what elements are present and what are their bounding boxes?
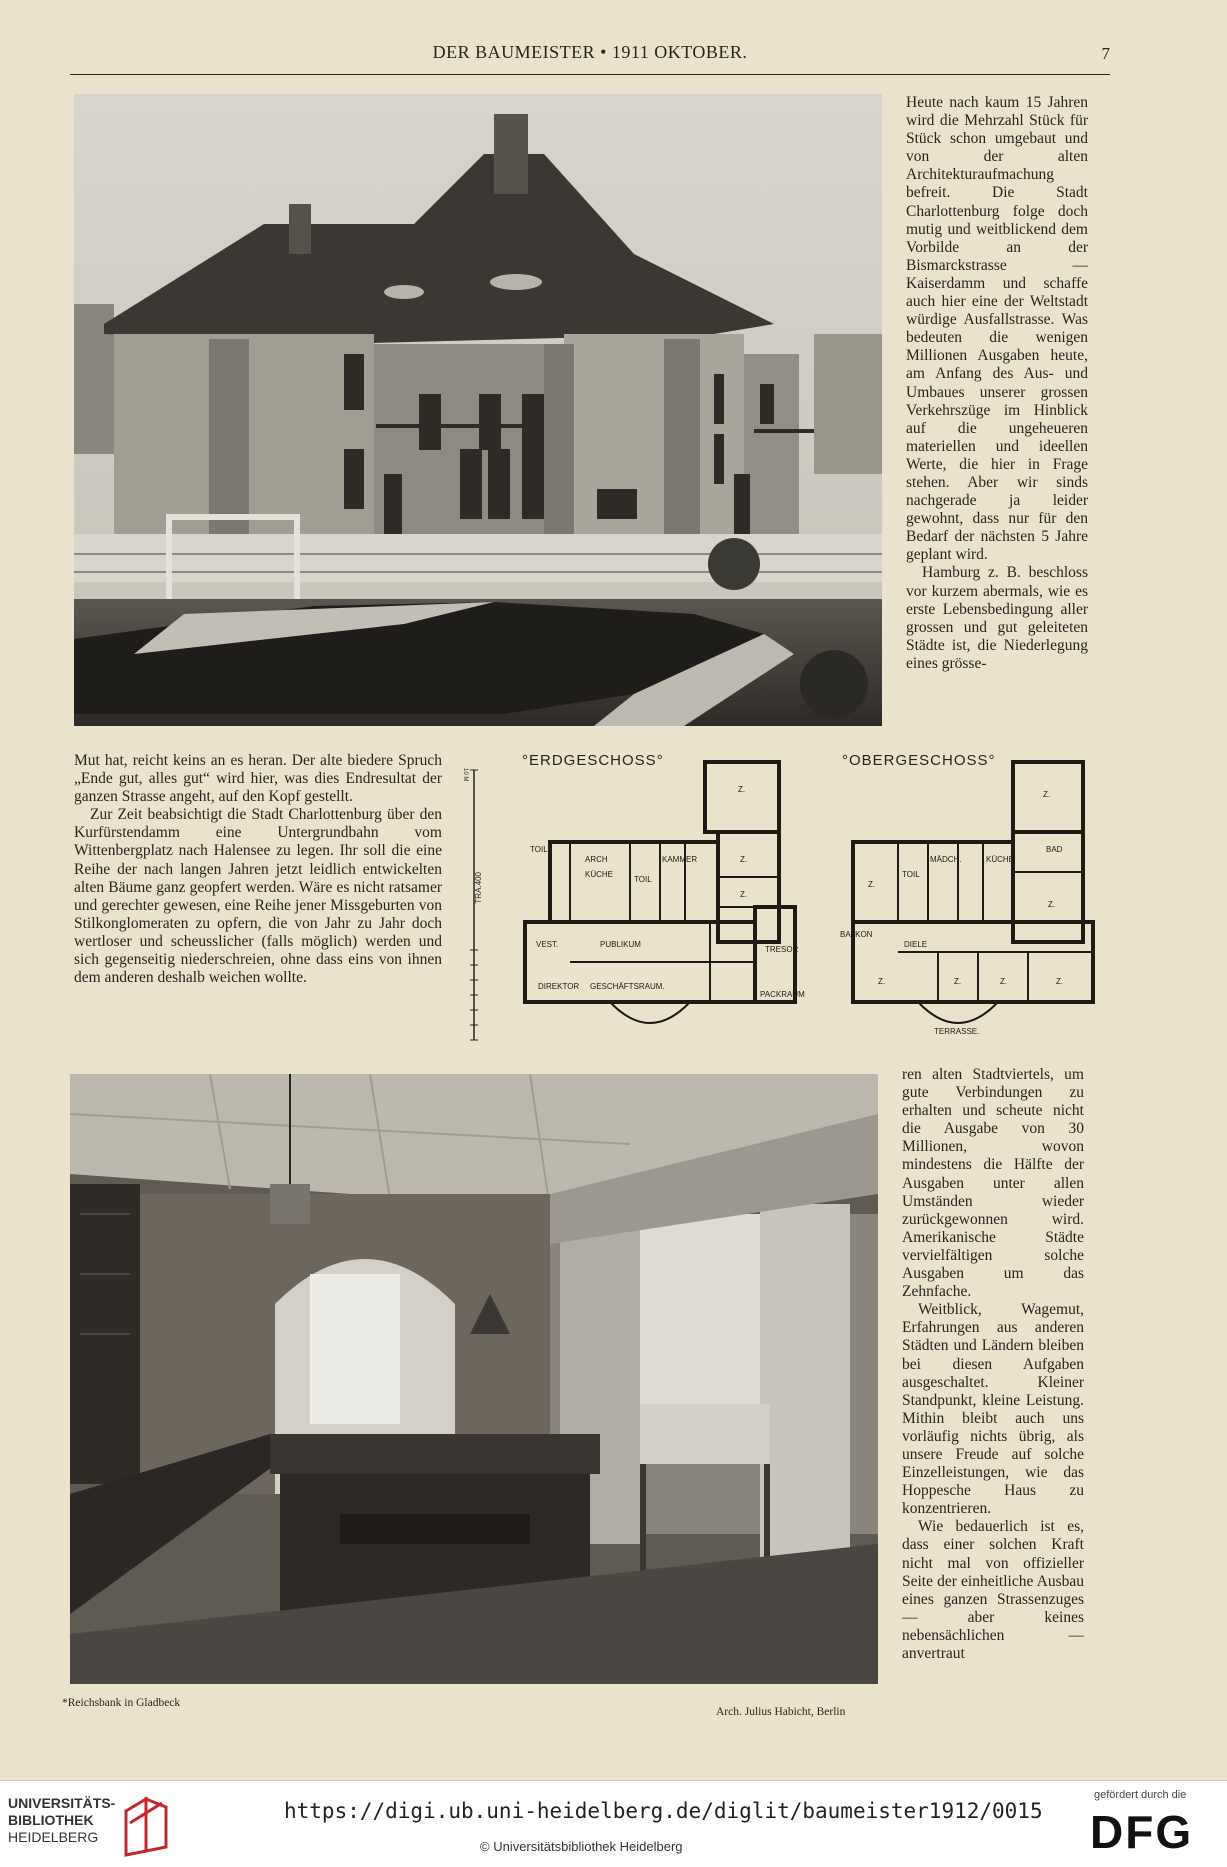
plan-room-label: PUBLIKUM — [600, 940, 641, 949]
plan-room-label: KÜCHE — [585, 870, 614, 879]
text-column-bottom-right — [902, 1066, 1084, 1663]
library-name — [8, 1795, 115, 1846]
plan-room-label: ARCH — [585, 855, 608, 864]
funding-note: gefördert durch die — [1094, 1789, 1187, 1801]
plan-room-label: DIELE — [904, 940, 928, 949]
plan-room-label: DIREKTOR — [538, 982, 580, 991]
plan-room-label: TRESOR — [765, 945, 799, 954]
paragraph: Zur Zeit beabsichtigt die Stadt Charlottenburg über den Kurfürstendamm eine Untergrundbahn vom Wittenbergplatz nach Halensee zu legen. Ihr soll die eine Reihe der nach langen Jahren jetzt leidlich entwickelten alten Bäume ganz geopfert werden. Wäre es nicht ratsamer und gerechter gewesen, eine Reihe jener Missgeburten von Stilkonglomeraten zu opfern, die von Jahr zu Jahr doch wertloser und scheusslicher (falls möglich) werden und sich gegenseitig niederschreien, ohne dass eins von ihnen dem anderen deshalb weichen wollte. — [74, 806, 442, 987]
plan-room-label: Z. — [1000, 977, 1008, 986]
plan-room-label: VEST. — [536, 940, 559, 949]
page-number: 7 — [1101, 44, 1110, 63]
plan-room-label: BALKON — [840, 930, 873, 939]
plan-room-label: GESCHÄFTSRAUM. — [590, 982, 665, 991]
scale-bar — [464, 760, 484, 1046]
plan-room-label: Z. — [740, 855, 748, 864]
ground-floor-title: °ERDGESCHOSS° — [522, 752, 664, 769]
plan-room-label: Z. — [740, 890, 748, 899]
ground-floor-drawing — [510, 752, 806, 1042]
plan-room-label: TOIL — [530, 845, 548, 854]
plan-room-label: TOIL — [902, 870, 920, 879]
building-exterior-illustration — [74, 94, 882, 726]
paragraph: Hamburg z. B. beschloss vor kurzem abermals, wie es erste Lebensbedingung aller grossen und gut geleiteten Städte ist, die Niederlegung eines grösse- — [906, 564, 1088, 672]
plan-room-label: Z. — [868, 880, 876, 889]
plan-room-label: Z. — [738, 785, 746, 794]
dfg-logo: DFG — [1090, 1806, 1194, 1858]
copyright-notice: © Universitätsbibliothek Heidelberg — [480, 1839, 683, 1854]
paragraph: ren alten Stadtviertels, um gute Verbindungen zu erhalten und scheute nicht die Ausgabe von 30 Millionen, wovon mindestens die Hälfte der Ausgaben unter allen Umständen wieder zurückgewonnen wird. Amerikanische Städte vervielfältigen solche Ausgaben um das Zehnfache. — [902, 1066, 1084, 1301]
building-exterior-photo — [74, 94, 882, 726]
upper-floor-plan — [838, 752, 1106, 1042]
text-column-middle-left — [74, 752, 442, 987]
text-column-top-right — [906, 94, 1088, 673]
plan-room-label: Z. — [1056, 977, 1064, 986]
digitization-footer — [0, 1780, 1227, 1867]
paragraph: Weitblick, Wagemut, Erfahrungen aus anderen Städten und Ländern bleiben bei diesen Aufgaben ausgeschaltet. Kleiner Standpunkt, kleine Leistung. Mithin bleibt auch uns vorläufig nichts übrig, als unsere Freude auf solche Einzelleistungen, wie das Hoppesche Haus zu konzentrieren. — [902, 1301, 1084, 1518]
architect-credit: Arch. Julius Habicht, Berlin — [716, 1706, 846, 1718]
plan-room-label: Z. — [1043, 790, 1051, 799]
plan-room-label: PACKRAUM — [760, 990, 805, 999]
scale-unit-label: 10 M — [462, 768, 468, 782]
plan-room-label: Z. — [1048, 900, 1056, 909]
plan-room-label: TOIL — [634, 875, 652, 884]
library-name-line: HEIDELBERG — [8, 1829, 99, 1845]
ground-floor-plan — [510, 752, 806, 1042]
paragraph: Mut hat, reicht keins an es heran. Der alte biedere Spruch „Ende gut, alles gut“ wird hier, was dies Endresultat der ganzen Strasse angeht, auf den Kopf gestellt. — [74, 752, 442, 806]
plan-room-label: BAD — [1046, 845, 1063, 854]
upper-floor-title: °OBERGESCHOSS° — [842, 752, 996, 769]
library-name-line: BIBLIOTHEK — [8, 1812, 94, 1828]
plan-room-label: Z. — [954, 977, 962, 986]
plan-room-label: MÄDCH. — [930, 855, 962, 864]
plan-room-label: KÜCHE — [986, 855, 1015, 864]
running-header — [70, 40, 1110, 75]
library-name-line: UNIVERSITÄTS- — [8, 1795, 116, 1811]
plan-room-label: Z. — [878, 977, 886, 986]
office-interior-photo — [70, 1074, 878, 1684]
journal-title: DER BAUMEISTER • 1911 OKTOBER. — [432, 42, 748, 62]
office-interior-illustration — [70, 1074, 878, 1684]
plan-room-label: TERRASSE. — [934, 1027, 980, 1036]
scale-label: TRA.400 — [474, 872, 483, 904]
library-logo-icon — [120, 1793, 172, 1861]
photo-caption: *Reichsbank in Gladbeck — [62, 1697, 181, 1709]
plan-room-label: KAMMER — [662, 855, 698, 864]
permalink-url[interactable]: https://digi.ub.uni-heidelberg.de/diglit/baumeister1912/0015 — [284, 1799, 1043, 1823]
paragraph: Wie bedauerlich ist es, dass einer solchen Kraft nicht mal von offizieller Seite der einheitliche Ausbau eines ganzen Strassenzuges — aber keines nebensächlichen — anvertraut — [902, 1518, 1084, 1662]
upper-floor-drawing — [838, 752, 1106, 1042]
paragraph: Heute nach kaum 15 Jahren wird die Mehrzahl Stück für Stück schon umgebaut und von der alten Architekturaufmachung befreit. Die Stadt Charlottenburg folge doch mutig und weitblickend dem Vorbilde an der Bismarckstrasse — Kaiserdamm und schaffe auch hier eine der Weltstadt würdige Ausfallstrasse. Was bedeuten die wenigen Millionen Ausgaben heute, am Anfang des Aus- und Umbaues unserer grossen Verkehrszüge im Hinblick auf die ungeheueren materiellen und ideellen Werte, die hier in Frage stehen. Aber wir sinds nachgerade ja leider gewohnt, dass nur für den Bedarf der nächsten 5 Jahre geplant wird. — [906, 94, 1088, 564]
